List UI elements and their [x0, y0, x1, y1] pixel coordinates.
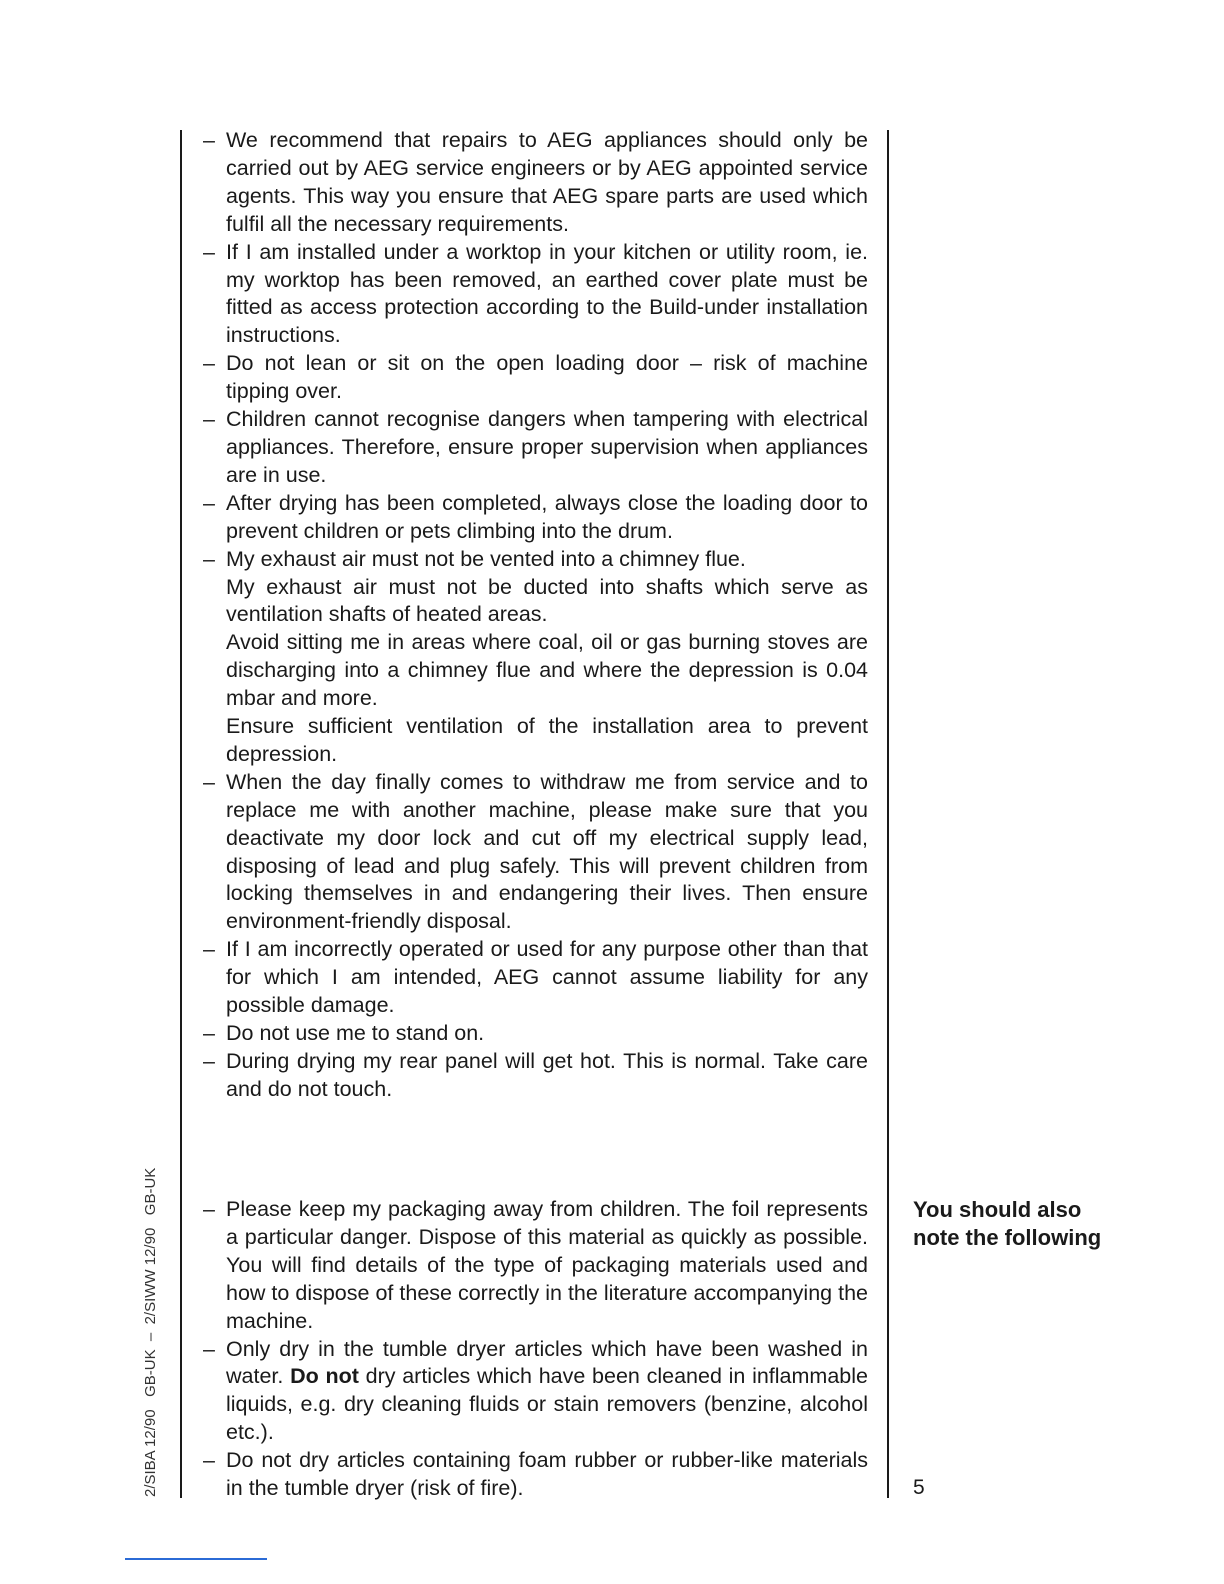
list-item	[203, 1048, 868, 1104]
item-text: When the day finally comes to withdraw me from service and to replace me with another machine, please make sure that you deactivate my door lock and cut off my electrical supply lead, disposing of lead and plug safely. This will prevent children from locking themselves in and endangering their lives. Then ensure environment-friendly disposal.	[226, 769, 868, 934]
item-text: Children cannot recognise dangers when tampering with electrical appliances. Therefore, ensure proper supervision when appliances are in use.	[226, 407, 868, 487]
dash-bullet: –	[203, 351, 215, 376]
list-item	[203, 127, 868, 239]
dash-bullet: –	[203, 769, 215, 794]
item-text: During drying my rear panel will get hot. This is normal. Take care and do not touch.	[226, 1048, 868, 1101]
list-item	[203, 239, 868, 351]
item-text	[226, 1336, 868, 1448]
item-text: Do not dry articles containing foam rubber or rubber-like materials in the tumble dryer (risk of fire).	[226, 1448, 868, 1501]
dash-bullet: –	[203, 1048, 215, 1073]
item-text: Ensure sufficient ventilation of the installation area to prevent depression.	[226, 714, 868, 766]
list-item	[203, 546, 868, 769]
list-item	[203, 1020, 868, 1048]
item-text: My exhaust air must not be ducted into shafts which serve as ventilation shafts of heated areas.	[226, 574, 868, 627]
list-item	[203, 406, 868, 490]
dash-bullet: –	[203, 546, 215, 571]
dash-bullet: –	[203, 407, 215, 432]
section-heading: You should also note the following	[913, 1197, 1102, 1250]
list-item	[203, 769, 868, 936]
bottom-rule	[125, 1558, 267, 1560]
item-text: If I am installed under a worktop in your kitchen or utility room, ie. my worktop has been removed, an earthed cover plate must be fitted as access protection according to the Build-under installation instructions.	[226, 239, 868, 348]
dash-bullet: –	[203, 128, 215, 152]
item-text: We recommend that repairs to AEG appliances should only be carried out by AEG service engineers or by AEG appointed service agents. This way you ensure that AEG spare parts are used which fulfil all the necessary requirements.	[226, 128, 868, 236]
item-text: Do not lean or sit on the open loading door – risk of machine tipping over.	[226, 351, 868, 404]
list-item	[203, 1196, 868, 1336]
packaging-list	[203, 1196, 868, 1503]
dash-bullet: –	[203, 490, 215, 515]
list-item	[203, 1447, 868, 1503]
item-text: Do not use me to stand on.	[226, 1021, 485, 1045]
item-text: If I am incorrectly operated or used for any purpose other than that for which I am intended, AEG cannot assume liability for any possible damage.	[226, 937, 868, 1018]
document-code: 2/SIBA 12/90 GB-UK – 2/SIWW 12/90 GB-UK	[142, 1167, 159, 1497]
dash-bullet: –	[203, 1336, 215, 1361]
page-number: 5	[913, 1476, 925, 1499]
dash-bullet: –	[203, 1197, 215, 1221]
left-margin-rule	[180, 130, 182, 1498]
dash-bullet: –	[203, 1448, 215, 1473]
item-text-end: dry articles which have been cleaned in inflammable liquids, e.g. dry cleaning fluids or stain removers (benzine, alcohol etc.).	[226, 1364, 868, 1445]
item-text: Please keep my packaging away from children. The foil represents a particular danger. Dispose of this material as quickly as possible. You will find details of the type of packaging materials used and how to dispose of these correctly in the literature accompanying the machine.	[226, 1197, 868, 1333]
list-item	[203, 350, 868, 406]
dash-bullet: –	[203, 1021, 215, 1045]
item-text: Avoid sitting me in areas where coal, oil or gas burning stoves are discharging into a chimney flue and where the depression is 0.04 mbar and more.	[226, 630, 868, 711]
item-text: My exhaust air must not be vented into a chimney flue.	[226, 546, 746, 571]
dash-bullet: –	[203, 239, 215, 264]
safety-list	[203, 127, 868, 1104]
item-text-start: Only dry in the tumble dryer articles which have been washed in water.	[226, 1336, 868, 1389]
right-column-rule	[887, 130, 889, 1498]
list-item	[203, 936, 868, 1020]
list-item	[203, 490, 868, 546]
list-item	[203, 1336, 868, 1448]
item-text: After drying has been completed, always close the loading door to prevent children or pets climbing into the drum.	[226, 490, 868, 543]
bold-emphasis: Do not	[290, 1364, 359, 1389]
dash-bullet: –	[203, 937, 215, 962]
